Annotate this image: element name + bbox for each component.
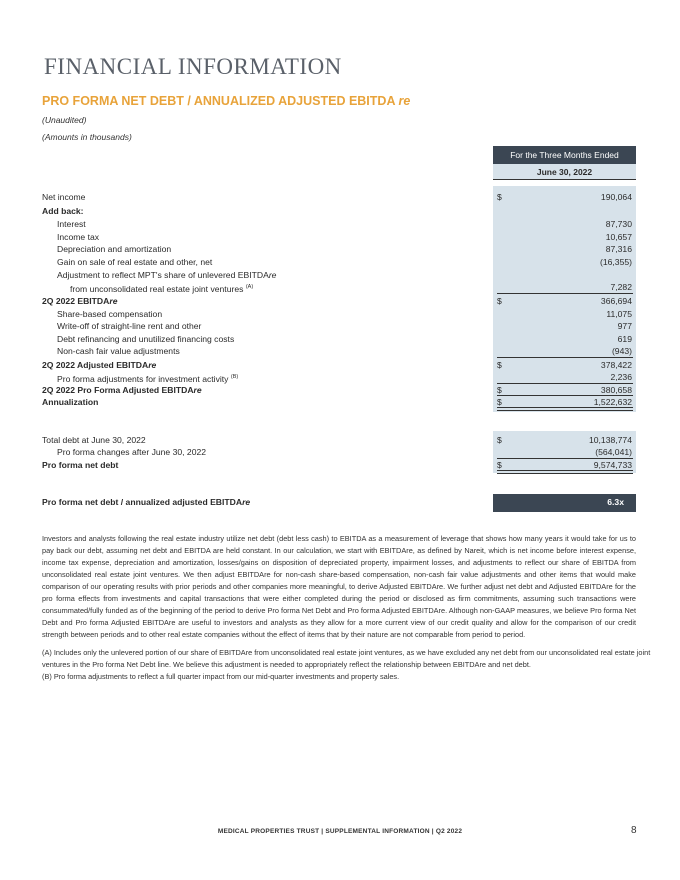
ratio-value: 6.3x [607, 497, 624, 507]
row-label: Pro forma changes after June 30, 2022 [57, 447, 207, 457]
ratio-label-re: re [242, 497, 251, 507]
column-header-period: For the Three Months Ended [493, 146, 636, 164]
table-row [0, 191, 680, 204]
footnotes [42, 647, 662, 683]
row-value: 10,138,774 [588, 435, 632, 445]
row-value: 378,422 [600, 360, 632, 370]
row-label-text: Adjustment to reflect MPT's share of unlevered EBITDA [57, 270, 269, 280]
row-label: Add back: [42, 206, 84, 216]
table-row [0, 205, 680, 218]
row-label: Total debt at June 30, 2022 [42, 435, 146, 445]
row-label-text: from unconsolidated real estate joint ventures [70, 283, 244, 294]
row-dollar: $ [497, 192, 502, 202]
row-label: Interest [57, 219, 86, 229]
table-row [0, 295, 680, 308]
row-dollar: $ [497, 385, 502, 395]
column-header-date: June 30, 2022 [493, 164, 636, 180]
total-double-rule [497, 470, 633, 474]
row-value: 190,064 [600, 192, 632, 202]
row-dollar: $ [497, 360, 502, 370]
footnote-b: (B) Pro forma adjustments to reflect a full quarter impact from our mid-quarter investments and property sales. [42, 672, 400, 681]
ratio-label [42, 497, 250, 507]
row-value: 366,694 [600, 296, 632, 306]
subtitle-re: re [398, 94, 411, 108]
table-row [0, 320, 680, 333]
row-value: 1,522,632 [593, 397, 632, 407]
row-dollar: $ [497, 460, 502, 470]
row-label-text: 2Q 2022 Pro Forma Adjusted EBITDA [42, 385, 194, 395]
subtotal-rule [497, 293, 633, 294]
row-label: Gain on sale of real estate and other, net [57, 257, 213, 267]
amounts-note: (Amounts in thousands) [42, 132, 132, 142]
unaudited-note: (Unaudited) [42, 115, 87, 125]
row-label-re: re [109, 296, 118, 306]
row-value: 10,657 [605, 232, 632, 242]
ratio-label-text: Pro forma net debt / annualized adjusted EBITDA [42, 497, 243, 507]
row-value: 619 [617, 334, 632, 344]
page-number: 8 [631, 825, 637, 836]
row-label: Debt refinancing and unutilized financing costs [57, 334, 235, 344]
leverage-ratio-row [0, 494, 680, 512]
row-label: Pro forma net debt [42, 460, 119, 470]
row-value: (564,041) [595, 447, 632, 457]
explanation-paragraph: Investors and analysts following the real estate industry utilize net debt (debt less cash) to EBITDA as a measurement of leverage that shows how many years it would take for us to pay back our debt, assuming net debt and EBITDA are held constant. In our calculation, we start with EBITDAre, as defined by Nareit, which is net income before interest expense, income tax expense, depreciation and amortization, losses/gains on disposition of depreciated property, impairment losses, and adjustments to reflect our share of EBITDA from unconsolidated real estate joint ventures. We then adjust EBITDAre for non-cash share-based compensation, non-cash fair value adjustments and other items that would make comparison of our operating results with prior periods and other companies more meaningful, to derive Adjusted EBITDAre. We further adjust net debt and Adjusted EBITDAre for the pro forma effects from investments and capital transactions that were either completed during the period or disclosed as firm commitments, assuming such transactions were consummated/fully funded as of the beginning of the period to derive Pro forma Net Debt and Pro forma Adjusted EBITDAre. Although non-GAAP measures, we believe Pro forma Net Debt and Pro forma Adjusted EBITDAre are useful to investors and analysts as they allow for a more current view of our credit quality and allow for the comparison of our credit strength between periods and to other real estate companies without the effect of items that by their nature are not comparable from period to period. [42, 534, 636, 639]
row-label: Net income [42, 192, 86, 202]
row-label: Share-based compensation [57, 309, 163, 319]
row-value: 9,574,733 [593, 460, 632, 470]
row-label-text: 2Q 2022 Adjusted EBITDA [42, 360, 149, 370]
row-label-re: re [148, 360, 157, 370]
row-label: Income tax [57, 232, 100, 242]
row-label [70, 281, 253, 296]
row-value: 7,282 [610, 282, 632, 292]
row-value: 11,075 [606, 309, 632, 319]
row-value: (16,355) [599, 257, 632, 267]
row-value: 380,658 [600, 385, 632, 395]
row-label-re: re [193, 385, 202, 395]
subtitle-text: PRO FORMA NET DEBT / ANNUALIZED ADJUSTED EBITDA [42, 94, 396, 108]
table-row [0, 218, 680, 231]
page-footer: MEDICAL PROPERTIES TRUST | SUPPLEMENTAL INFORMATION | Q2 2022 [217, 828, 463, 835]
row-label: Annualization [42, 397, 99, 407]
row-value: 2,236 [610, 372, 632, 382]
ratio-value-box [493, 494, 636, 512]
row-label: Depreciation and amortization [57, 244, 172, 254]
row-value: 87,730 [605, 219, 632, 229]
table-row [0, 256, 680, 269]
footnote-a: (A) Includes only the unlevered portion of our share of EBITDAre from unconsolidated real estate joint ventures, as we have excluded any net debt from our unconsolidated real estate joint ventures in the Pro forma Net Debt line. We believe this adjustment is needed to appropriately reflect the relationship between EBITDAre and net debt. [42, 648, 651, 669]
subtotal-rule [497, 357, 633, 358]
row-label-text: 2Q 2022 EBITDA [42, 296, 110, 306]
row-label [42, 295, 117, 308]
row-label-re: re [268, 270, 277, 280]
table-row [0, 243, 680, 256]
section-subtitle [42, 94, 410, 108]
row-label: Non-cash fair value adjustments [57, 346, 180, 356]
page-title: FINANCIAL INFORMATION [44, 54, 342, 79]
row-value: (943) [611, 346, 632, 356]
row-dollar: $ [497, 397, 502, 407]
row-label-text: Pro forma adjustments for investment activity [57, 373, 229, 384]
footnote-ref: (A) [245, 284, 254, 290]
total-double-rule [497, 407, 633, 411]
row-dollar: $ [497, 296, 502, 306]
row-value: 87,316 [605, 244, 632, 254]
footnote-ref: (B) [230, 374, 239, 380]
row-dollar: $ [497, 435, 502, 445]
row-value: 977 [617, 321, 632, 331]
row-label: Write-off of straight-line rent and other [57, 321, 202, 331]
